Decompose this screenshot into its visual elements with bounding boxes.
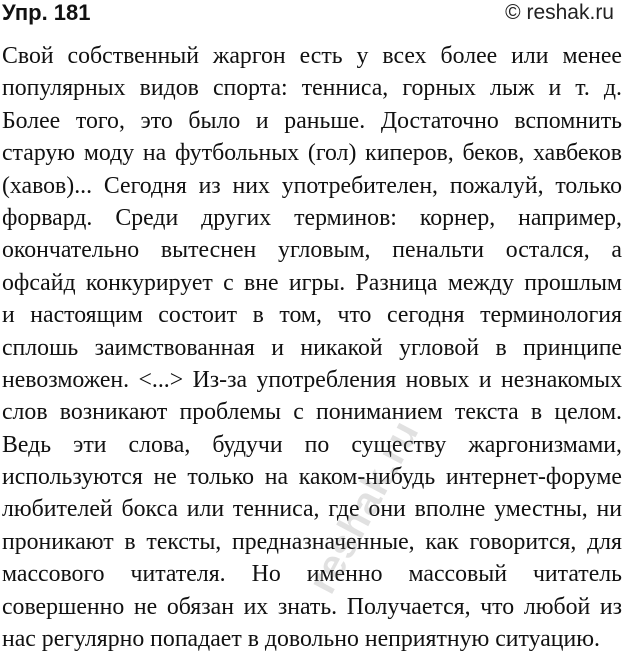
text-line: сплошь заимствованная и никакой угловой в принципе — [2, 334, 622, 361]
text-line: используются не только на каком-нибудь интернет-форуме — [2, 464, 622, 491]
text-line: офсайд конкурирует с вне игры. Разница между прошлым — [2, 269, 622, 296]
text-line: любителей бокса или тенниса, где они вполне уместны, ни — [2, 496, 622, 523]
text-line: и настоящим состоит в том, что сегодня терминология — [2, 302, 622, 329]
exercise-text — [2, 40, 622, 655]
text-line: популярных видов спорта: тенниса, горных лыж и т. д. — [2, 75, 622, 102]
exercise-title: Упр. 181 — [2, 0, 91, 25]
text-line: Более того, это было и раньше. Достаточно вспомнить — [2, 107, 622, 134]
text-line: окончательно вытеснен угловым, пенальти остался, а — [2, 237, 622, 264]
text-line: проникают в тексты, предназначенные, как говорится, для — [2, 528, 622, 555]
text-line: Ведь эти слова, будучи по существу жаргонизмами, — [2, 431, 622, 458]
site-credit: © reshak.ru — [505, 1, 614, 24]
text-line: форвард. Среди других терминов: корнер, например, — [2, 204, 622, 231]
text-line: нас регулярно попадает в довольно неприятную ситуацию. — [2, 626, 600, 653]
text-line: старую моду на футбольных (гол) киперов, беков, хавбеков — [2, 140, 622, 167]
text-line: массового читателя. Но именно массовый читатель — [2, 561, 622, 588]
page-header — [0, 0, 624, 30]
text-line: (хавов)... Сегодня из них употребителен, пожалуй, только — [2, 172, 622, 199]
watermark: reshak.ru — [300, 413, 428, 601]
text-line: слов возникают проблемы с пониманием текста в целом. — [2, 399, 622, 426]
text-line: совершенно не обязан их знать. Получается, что любой из — [2, 593, 622, 620]
text-line: невозможен. <...> Из-за употребления новых и незнакомых — [2, 366, 622, 393]
text-line: Свой собственный жаргон есть у всех более или менее — [2, 43, 622, 69]
